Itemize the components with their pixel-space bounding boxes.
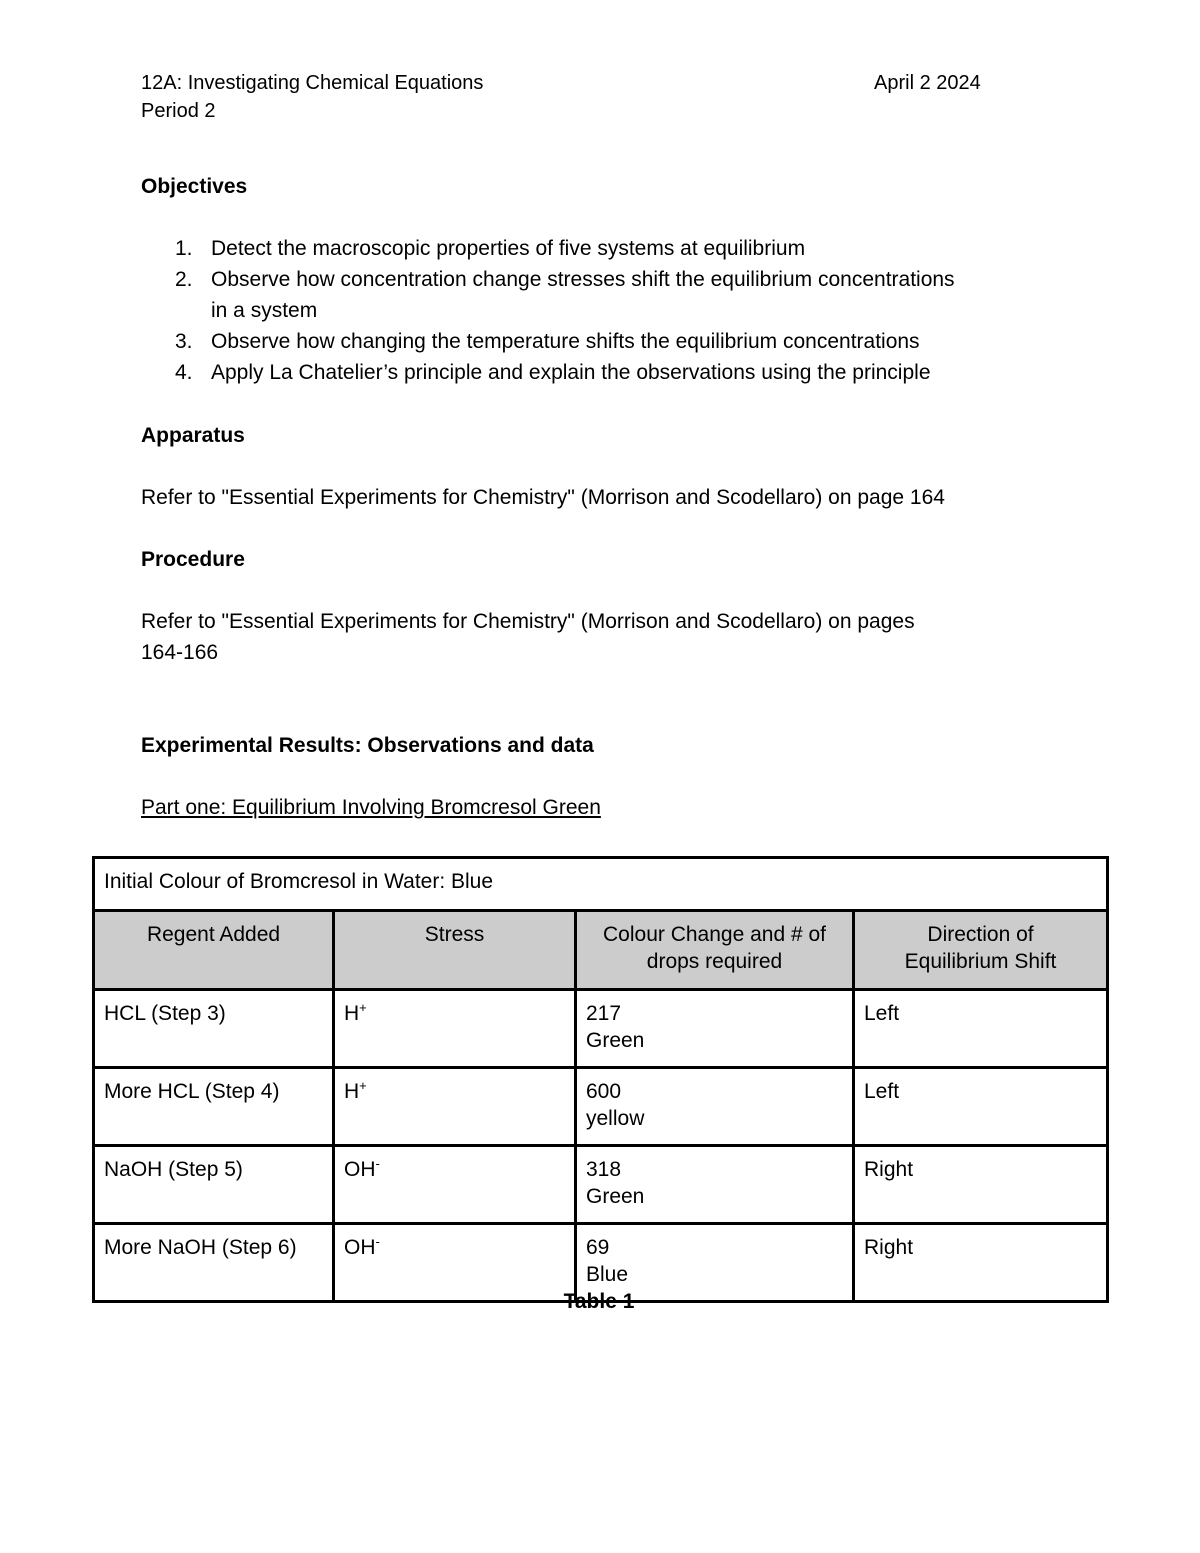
- objective-text: Apply La Chatelier’s principle and explain the observations using the principle: [211, 361, 931, 384]
- objective-number: 4.: [175, 361, 193, 384]
- column-header-reagent: [94, 911, 334, 990]
- column-header-stress: [334, 911, 576, 990]
- objective-text: Detect the macroscopic properties of five systems at equilibrium: [211, 237, 806, 260]
- results-heading: Experimental Results: Observations and data: [141, 734, 594, 757]
- objective-text: Observe how changing the temperature shifts the equilibrium concentrations: [211, 330, 920, 353]
- objectives-list: [141, 233, 1071, 388]
- class-period: Period 2: [141, 100, 216, 122]
- procedure-heading: Procedure: [141, 548, 245, 571]
- apparatus-heading: Apparatus: [141, 424, 245, 447]
- header-text: Regent Added: [146, 923, 281, 946]
- direction-cell: Right: [854, 1224, 1108, 1302]
- stress-cell: [334, 1068, 576, 1146]
- objective-text-continued: in a system: [211, 299, 318, 322]
- reagent-cell: NaOH (Step 5): [94, 1146, 334, 1224]
- procedure-text: Refer to "Essential Experiments for Chemistry" (Morrison and Scodellaro) on pages: [141, 610, 915, 633]
- colour-value: Green: [586, 1029, 645, 1052]
- colour-value: Green: [586, 1185, 645, 1208]
- objective-number: 2.: [175, 268, 193, 291]
- stress-ion: H: [344, 1002, 360, 1025]
- header-text: Direction of: [927, 923, 1034, 946]
- header-text-continued: drops required: [646, 950, 783, 973]
- stress-charge: -: [375, 1234, 380, 1249]
- table-row: [94, 1068, 1108, 1146]
- stress-charge: +: [359, 1000, 367, 1015]
- header-text: Stress: [424, 923, 485, 946]
- stress-charge: -: [375, 1156, 380, 1171]
- stress-ion: H: [344, 1080, 360, 1103]
- drops-value: 217: [586, 1002, 622, 1025]
- table-row: [94, 858, 1108, 911]
- reagent-cell: More NaOH (Step 6): [94, 1224, 334, 1302]
- stress-cell: [334, 1146, 576, 1224]
- colour-change-cell: [576, 990, 854, 1068]
- table-caption: Table 1: [563, 1290, 635, 1313]
- direction-cell: Right: [854, 1146, 1108, 1224]
- objectives-heading: Objectives: [141, 175, 248, 198]
- colour-value: Blue: [586, 1263, 629, 1286]
- results-table: [92, 856, 1109, 1303]
- reagent-cell: More HCL (Step 4): [94, 1068, 334, 1146]
- stress-ion: OH: [344, 1236, 376, 1259]
- column-header-direction: [854, 911, 1108, 990]
- document-date: April 2 2024: [874, 72, 981, 94]
- direction-cell: Left: [854, 1068, 1108, 1146]
- stress-cell: [334, 990, 576, 1068]
- objective-number: 3.: [175, 330, 193, 353]
- stress-ion: OH: [344, 1158, 376, 1181]
- drops-value: 600: [586, 1080, 622, 1103]
- objective-item: [141, 357, 1071, 388]
- objective-item: [141, 326, 1071, 357]
- objective-item: [141, 264, 1071, 326]
- table-row: [94, 1146, 1108, 1224]
- column-header-colour-change: [576, 911, 854, 990]
- colour-change-cell: [576, 1146, 854, 1224]
- objective-item: [141, 233, 1071, 264]
- header-text-continued: Equilibrium Shift: [904, 950, 1057, 973]
- reagent-cell: HCL (Step 3): [94, 990, 334, 1068]
- objective-text: Observe how concentration change stresses shift the equilibrium concentrations: [211, 268, 955, 291]
- stress-charge: +: [359, 1078, 367, 1093]
- header-text: Colour Change and # of: [603, 923, 826, 946]
- apparatus-text: Refer to "Essential Experiments for Chemistry" (Morrison and Scodellaro) on page 164: [141, 486, 945, 509]
- objective-number: 1.: [175, 237, 193, 260]
- initial-colour-cell: Initial Colour of Bromcresol in Water: Blue: [94, 858, 1108, 911]
- table-header-row: [94, 911, 1108, 990]
- drops-value: 69: [586, 1236, 610, 1259]
- procedure-text-continued: 164-166: [141, 641, 219, 664]
- document-title: 12A: Investigating Chemical Equations: [141, 72, 484, 94]
- part-one-heading: Part one: Equilibrium Involving Bromcresol Green: [141, 796, 601, 819]
- direction-cell: Left: [854, 990, 1108, 1068]
- drops-value: 318: [586, 1158, 622, 1181]
- colour-change-cell: [576, 1068, 854, 1146]
- colour-value: yellow: [586, 1107, 645, 1130]
- table-row: [94, 990, 1108, 1068]
